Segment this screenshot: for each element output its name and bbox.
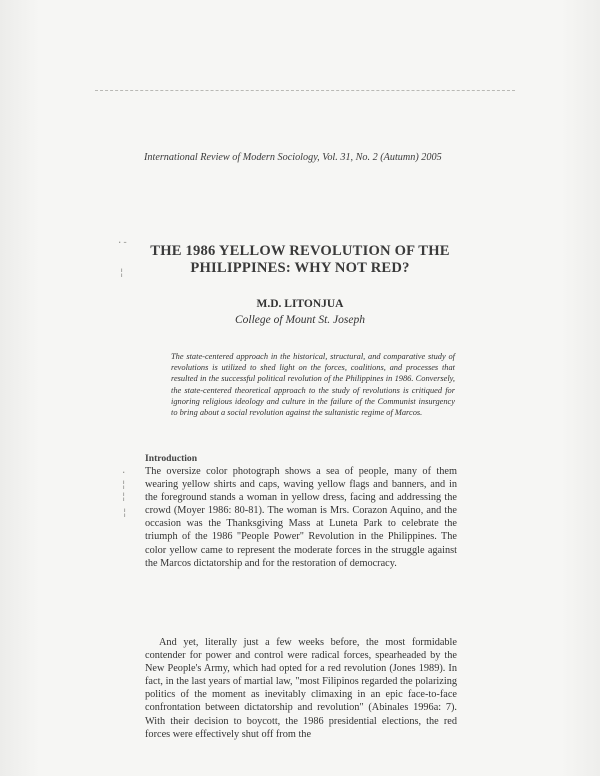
author-affiliation: College of Mount St. Joseph xyxy=(235,314,365,326)
margin-mark: · xyxy=(121,468,127,478)
scan-top-edge xyxy=(95,90,515,91)
abstract: The state-centered approach in the historical, structural, and comparative study of revolutions is utilized to shed light on the forces, coalitions, and processes that resulted in the successful political revolution of the Philippines in 1986. Conversely, the state-centered theoretical approach to the study of revolutions is critiqued for ignoring religious ideology and culture in the failure of the Communist insurgency to bring about a social revolution against the sultanistic regime of Marcos. xyxy=(171,352,455,418)
margin-mark: ¦ xyxy=(122,508,128,518)
body-paragraph: And yet, literally just a few weeks before, the most formidable contender for power and control were radical forces, spearheaded by the New People's Army, which had opted for a red revolution (Jones 1989). In fact, in the last years of martial law, "most Filipinos regarded the polarizing politics of the moment as inevitably climaxing in an epic face-to-face confrontation between dictatorship and revolution" (Abinales 1996a: 7). With their decision to boycott, the 1986 presidential elections, the red forces were effectively shut off from the xyxy=(145,637,457,740)
margin-mark: ·- xyxy=(117,238,128,248)
margin-mark: ¦ xyxy=(119,268,125,278)
margin-mark: ¦ xyxy=(121,480,127,490)
body-paragraph: The oversize color photograph shows a sea of people, many of them wearing yellow shirts and caps, waving yellow flags and banners, and in the foreground stands a woman in yellow dress, facing and addressing the crowd (Moyer 1986: 80-81). The woman is Mrs. Corazon Aquino, and the occasion was the Thanksgiving Mass at Luneta Park to celebrate the triumph of the 1986 "People Power" Revolution in the Philippines. The color yellow came to represent the moderate forces in the struggle against the Marcos dictatorship and for the restoration of democracy. xyxy=(145,466,457,569)
section-heading: Introduction xyxy=(145,453,198,464)
journal-citation: International Review of Modern Sociology, Vol. 31, No. 2 (Autumn) 2005 xyxy=(144,152,442,163)
margin-mark: ¦ xyxy=(121,492,127,502)
article-title: THE 1986 YELLOW REVOLUTION OF THE PHILIPPINES: WHY NOT RED? xyxy=(150,243,450,276)
author-name: M.D. LITONJUA xyxy=(256,298,344,310)
